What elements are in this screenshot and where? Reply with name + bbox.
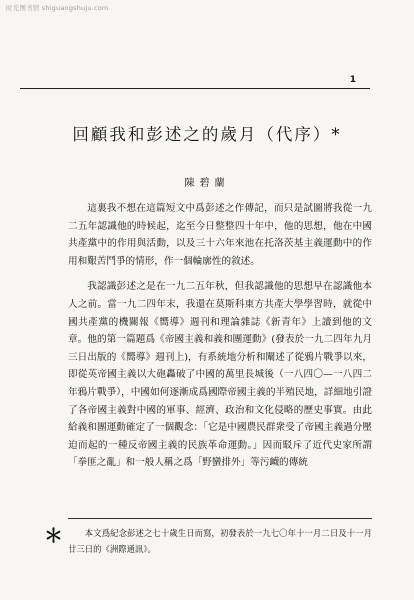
body-text	[68, 200, 372, 472]
chapter-title-text: 回顧我和彭述之的歲月（代序）	[72, 125, 332, 144]
page-number: 1	[349, 75, 356, 85]
paragraph-1: 這裏我不想在這篇短文中爲彭述之作傳記，而只是試圖將我從一九二五年認識他的時候起，迄至今日整整四十年中，他的思想，他在中國共產黨中的作用與活動，以及三十六年來池在托洛茨基主義運動中的作用和艱苦鬥爭的情形，作一個輪廓性的敘述。	[68, 203, 372, 267]
chapter-title	[0, 121, 414, 145]
footnote-text: 本文爲紀念彭述之七十歲生日而寫，初發表於一九七〇年十一月二日及十一月廿三日的《洲際通訊》。	[68, 528, 372, 554]
footnote-mark: ＊	[44, 525, 64, 547]
author-name: 陳碧蘭	[184, 178, 230, 189]
footnote	[44, 525, 372, 557]
paragraph-2: 我認識彭述之是在一九二五年秋，但我認識他的思想早在認識他本人之前。當一九二四年末，我還在莫斯科東方共產大學學習時，就從中國共產黨的機關報《嚮導》週刊和理論雜誌《新青年》上讀到他的文章。他的第一篇題爲《帝國主義和義和團運動》(發表於一九二四年九月三日出版的《嚮導》週刊上)，有系統地分析和闡述了從鴉片戰爭以來，即從英帝國主義以大砲轟破了中國的萬里長城後（一八四〇—一八四二年鴉片戰爭），中國如何逐漸成爲國際帝國主義的半殖民地，詳細地引證了各帝國主義對中國的軍事、經濟、政治和文化侵略的歷史事實。由此給義和團運動確定了一個觀念：「它是中國農民群衆受了帝國主義過分壓迫而起的一種反帝國主義的民族革命運動。」因而駁斥了近代史家所謂「拳匪之亂」和一般人稱之爲「野蠻排外」等污衊的傳統	[68, 281, 372, 469]
watermark: 时光图书馆 shiguangshuju.com	[6, 4, 109, 12]
header-rule	[20, 88, 370, 89]
chapter-title-footnote-mark: *	[331, 125, 342, 144]
footnote-rule	[68, 518, 372, 519]
